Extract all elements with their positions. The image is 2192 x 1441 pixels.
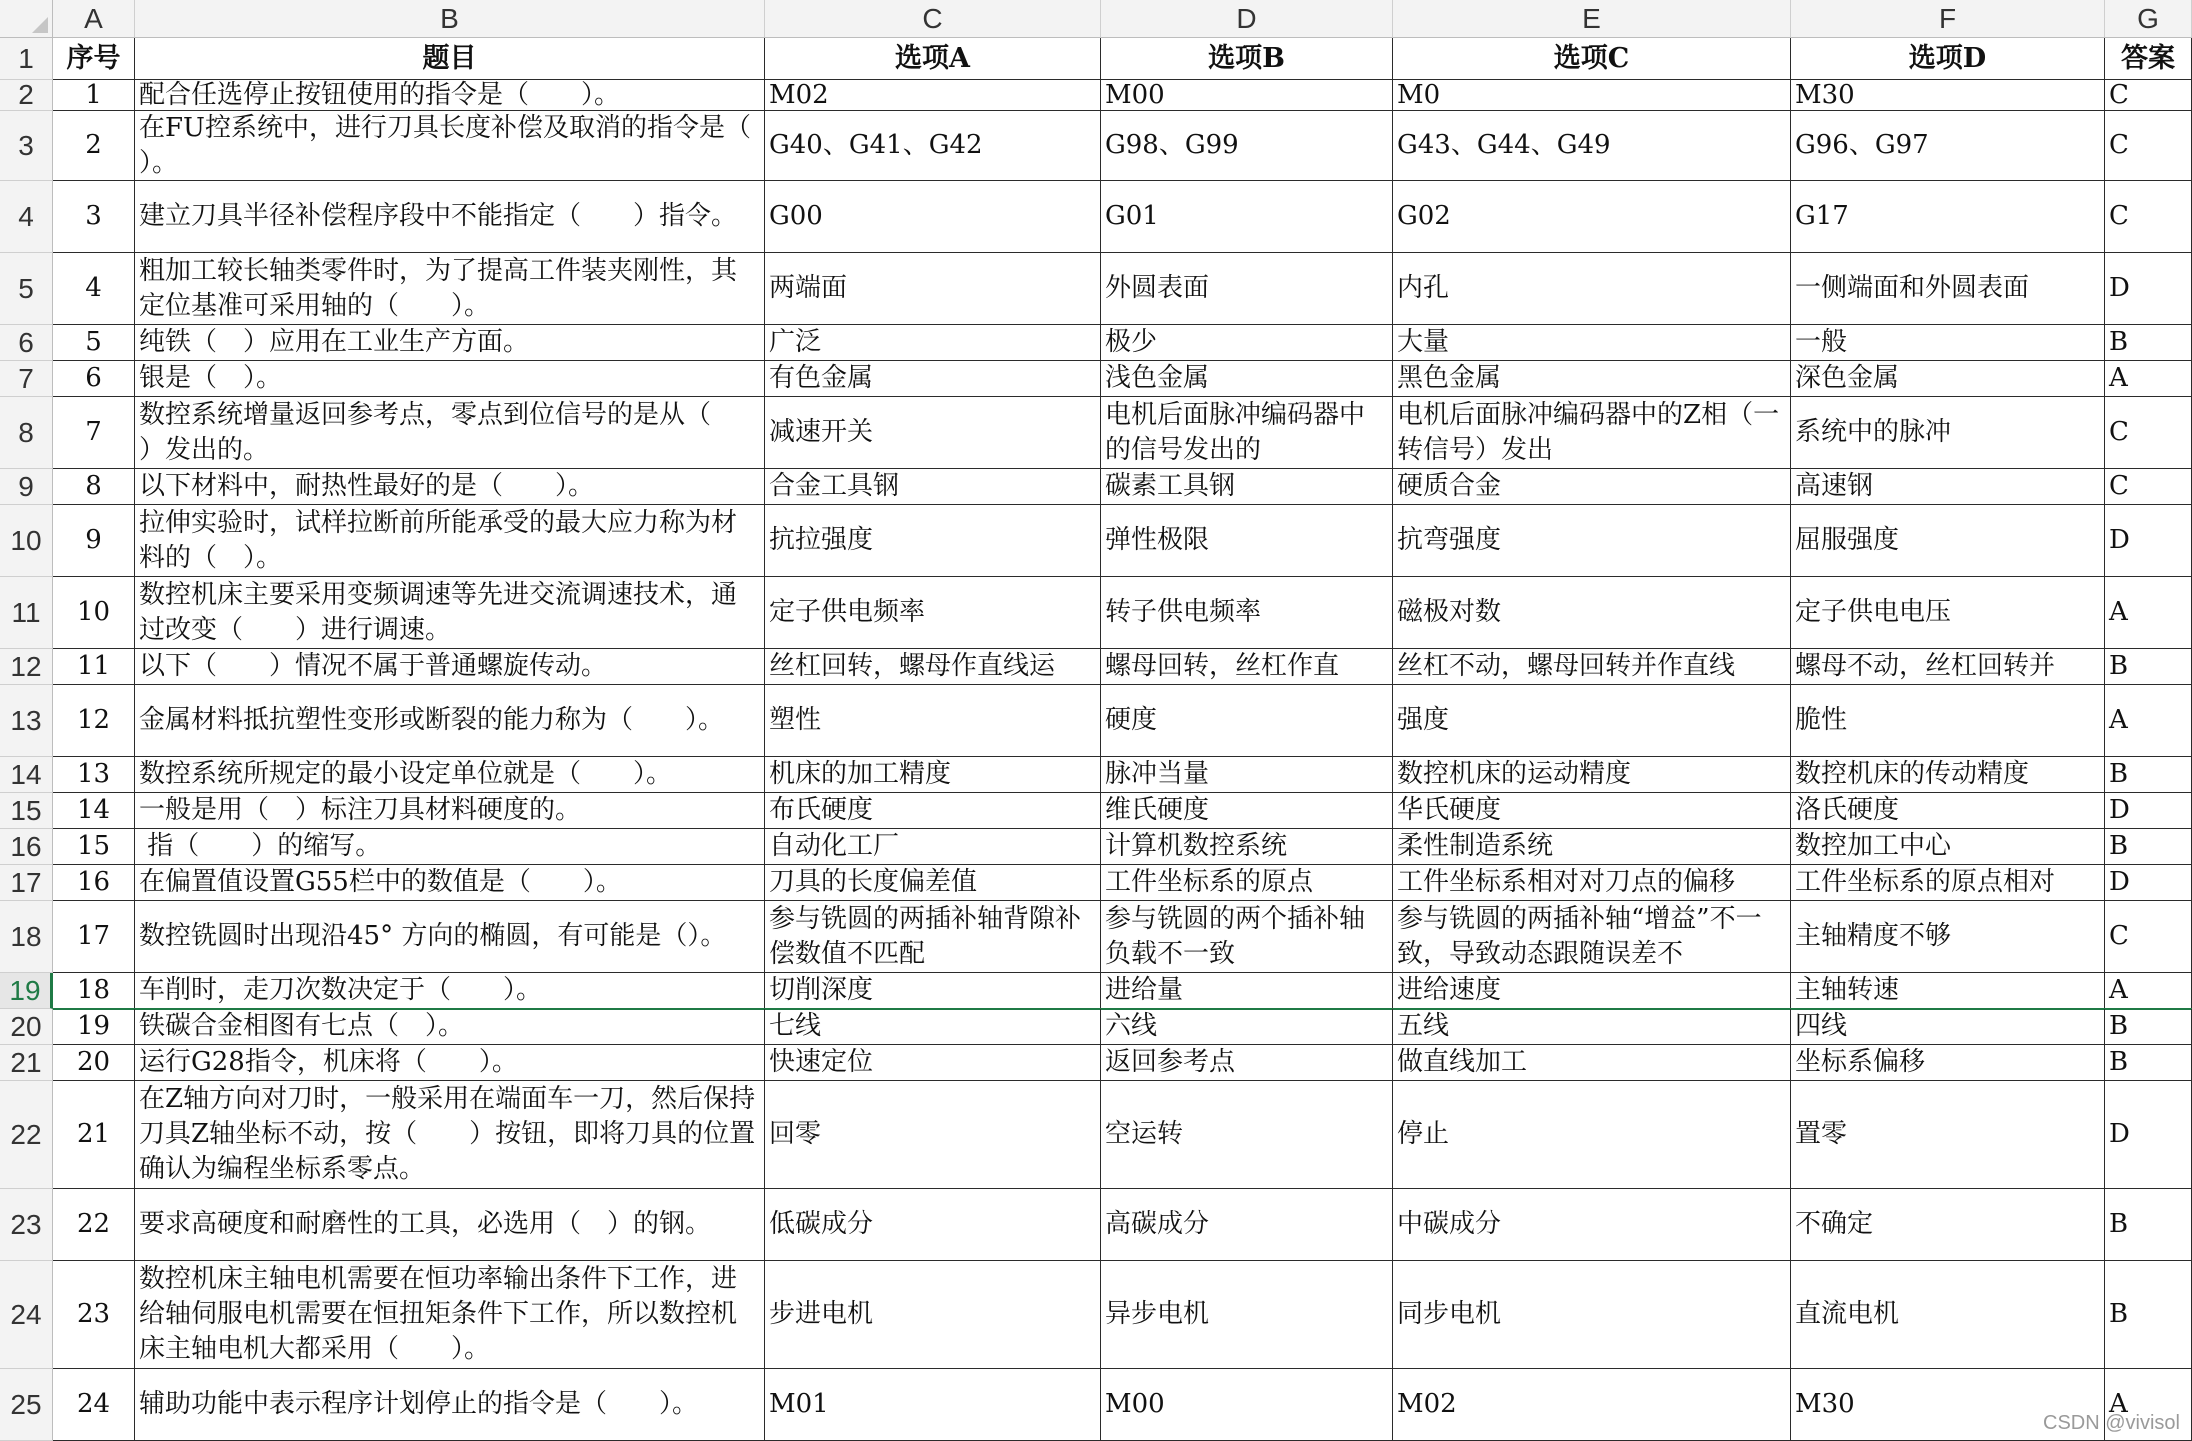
cell-F19[interactable]: 主轴转速	[1791, 973, 2105, 1009]
cell-D4[interactable]: G01	[1101, 181, 1393, 253]
cell-F2[interactable]: M30	[1791, 80, 2105, 111]
cell-E19[interactable]: 进给速度	[1393, 973, 1791, 1009]
cell-E24[interactable]: 同步电机	[1393, 1261, 1791, 1369]
cell-G14[interactable]: B	[2105, 757, 2192, 793]
cell-E3[interactable]: G43、G44、G49	[1393, 111, 1791, 181]
cell-B20[interactable]: 铁碳合金相图有七点（ ）。	[135, 1009, 765, 1045]
cell-E25[interactable]: M02	[1393, 1369, 1791, 1441]
cell-A21[interactable]: 20	[53, 1045, 135, 1081]
cell-B16[interactable]: 指（ ）的缩写。	[135, 829, 765, 865]
cell-F20[interactable]: 四线	[1791, 1009, 2105, 1045]
cell-F9[interactable]: 高速钢	[1791, 469, 2105, 505]
cell-C17[interactable]: 刀具的长度偏差值	[765, 865, 1101, 901]
cell-D21[interactable]: 返回参考点	[1101, 1045, 1393, 1081]
cell-A13[interactable]: 12	[53, 685, 135, 757]
cell-D2[interactable]: M00	[1101, 80, 1393, 111]
cell-B18[interactable]: 数控铣圆时出现沿45° 方向的椭圆，有可能是（）。	[135, 901, 765, 973]
cell-G25[interactable]: A	[2105, 1369, 2192, 1441]
cell-A18[interactable]: 17	[53, 901, 135, 973]
cell-B12[interactable]: 以下（ ）情况不属于普通螺旋传动。	[135, 649, 765, 685]
cell-A16[interactable]: 15	[53, 829, 135, 865]
cell-B15[interactable]: 一般是用（ ）标注刀具材料硬度的。	[135, 793, 765, 829]
select-all-corner[interactable]	[0, 0, 53, 38]
cell-F12[interactable]: 螺母不动，丝杠回转并	[1791, 649, 2105, 685]
row-header-22[interactable]: 22	[0, 1081, 53, 1189]
cell-B1[interactable]: 题目	[135, 38, 765, 80]
row-header-16[interactable]: 16	[0, 829, 53, 865]
cell-G18[interactable]: C	[2105, 901, 2192, 973]
cell-D16[interactable]: 计算机数控系统	[1101, 829, 1393, 865]
cell-E21[interactable]: 做直线加工	[1393, 1045, 1791, 1081]
row-header-3[interactable]: 3	[0, 111, 53, 181]
cell-B9[interactable]: 以下材料中，耐热性最好的是（ ）。	[135, 469, 765, 505]
row-header-14[interactable]: 14	[0, 757, 53, 793]
cell-G5[interactable]: D	[2105, 253, 2192, 325]
cell-B17[interactable]: 在偏置值设置G55栏中的数值是（ ）。	[135, 865, 765, 901]
row-header-1[interactable]: 1	[0, 38, 53, 80]
cell-C21[interactable]: 快速定位	[765, 1045, 1101, 1081]
cell-C13[interactable]: 塑性	[765, 685, 1101, 757]
cell-C15[interactable]: 布氏硬度	[765, 793, 1101, 829]
cell-C5[interactable]: 两端面	[765, 253, 1101, 325]
cell-B25[interactable]: 辅助功能中表示程序计划停止的指令是（ ）。	[135, 1369, 765, 1441]
row-header-10[interactable]: 10	[0, 505, 53, 577]
cell-D19[interactable]: 进给量	[1101, 973, 1393, 1009]
cell-E4[interactable]: G02	[1393, 181, 1791, 253]
cell-F21[interactable]: 坐标系偏移	[1791, 1045, 2105, 1081]
row-header-15[interactable]: 15	[0, 793, 53, 829]
row-header-25[interactable]: 25	[0, 1369, 53, 1441]
column-header-D[interactable]: D	[1101, 0, 1393, 38]
cell-D15[interactable]: 维氏硬度	[1101, 793, 1393, 829]
column-header-B[interactable]: B	[135, 0, 765, 38]
row-header-17[interactable]: 17	[0, 865, 53, 901]
cell-C1[interactable]: 选项A	[765, 38, 1101, 80]
cell-A24[interactable]: 23	[53, 1261, 135, 1369]
row-header-24[interactable]: 24	[0, 1261, 53, 1369]
cell-C16[interactable]: 自动化工厂	[765, 829, 1101, 865]
cell-F15[interactable]: 洛氏硬度	[1791, 793, 2105, 829]
select-all-triangle-icon	[32, 17, 48, 33]
row-header-20[interactable]: 20	[0, 1009, 53, 1045]
cell-A17[interactable]: 16	[53, 865, 135, 901]
cell-A10[interactable]: 9	[53, 505, 135, 577]
cell-C6[interactable]: 广泛	[765, 325, 1101, 361]
cell-G23[interactable]: B	[2105, 1189, 2192, 1261]
cell-E12[interactable]: 丝杠不动，螺母回转并作直线	[1393, 649, 1791, 685]
cell-B5[interactable]: 粗加工较长轴类零件时，为了提高工件装夹刚性，其定位基准可采用轴的（ ）。	[135, 253, 765, 325]
cell-E7[interactable]: 黑色金属	[1393, 361, 1791, 397]
cell-F11[interactable]: 定子供电电压	[1791, 577, 2105, 649]
cell-E6[interactable]: 大量	[1393, 325, 1791, 361]
cell-G12[interactable]: B	[2105, 649, 2192, 685]
cell-A5[interactable]: 4	[53, 253, 135, 325]
cell-C10[interactable]: 抗拉强度	[765, 505, 1101, 577]
row-header-9[interactable]: 9	[0, 469, 53, 505]
column-header-A[interactable]: A	[53, 0, 135, 38]
cell-A8[interactable]: 7	[53, 397, 135, 469]
cell-D8[interactable]: 电机后面脉冲编码器中的信号发出的	[1101, 397, 1393, 469]
cell-D18[interactable]: 参与铣圆的两个插补轴负载不一致	[1101, 901, 1393, 973]
cell-C19[interactable]: 切削深度	[765, 973, 1101, 1009]
cell-E14[interactable]: 数控机床的运动精度	[1393, 757, 1791, 793]
cell-B13[interactable]: 金属材料抵抗塑性变形或断裂的能力称为（ ）。	[135, 685, 765, 757]
cell-D9[interactable]: 碳素工具钢	[1101, 469, 1393, 505]
cell-A1[interactable]: 序号	[53, 38, 135, 80]
cell-E22[interactable]: 停止	[1393, 1081, 1791, 1189]
cell-E11[interactable]: 磁极对数	[1393, 577, 1791, 649]
column-header-G[interactable]: G	[2105, 0, 2192, 38]
cell-A25[interactable]: 24	[53, 1369, 135, 1441]
cell-B7[interactable]: 银是（ ）。	[135, 361, 765, 397]
cell-C11[interactable]: 定子供电频率	[765, 577, 1101, 649]
cell-E20[interactable]: 五线	[1393, 1009, 1791, 1045]
column-header-F[interactable]: F	[1791, 0, 2105, 38]
cell-B22[interactable]: 在Z轴方向对刀时，一般采用在端面车一刀，然后保持刀具Z轴坐标不动，按（ ）按钮，即将刀具的位置确认为编程坐标系零点。	[135, 1081, 765, 1189]
cell-A19[interactable]: 18	[53, 973, 135, 1009]
cell-E15[interactable]: 华氏硬度	[1393, 793, 1791, 829]
cell-G7[interactable]: A	[2105, 361, 2192, 397]
cell-B3[interactable]: 在FU控系统中，进行刀具长度补偿及取消的指令是（ ）。	[135, 111, 765, 181]
cell-G2[interactable]: C	[2105, 80, 2192, 111]
cell-A11[interactable]: 10	[53, 577, 135, 649]
cell-A12[interactable]: 11	[53, 649, 135, 685]
cell-D17[interactable]: 工件坐标系的原点	[1101, 865, 1393, 901]
row-header-13[interactable]: 13	[0, 685, 53, 757]
row-header-19[interactable]: 19	[0, 973, 53, 1009]
cell-F5[interactable]: 一侧端面和外圆表面	[1791, 253, 2105, 325]
cell-E23[interactable]: 中碳成分	[1393, 1189, 1791, 1261]
cell-C24[interactable]: 步进电机	[765, 1261, 1101, 1369]
column-header-C[interactable]: C	[765, 0, 1101, 38]
cell-D24[interactable]: 异步电机	[1101, 1261, 1393, 1369]
cell-G17[interactable]: D	[2105, 865, 2192, 901]
row-header-6[interactable]: 6	[0, 325, 53, 361]
cell-B11[interactable]: 数控机床主要采用变频调速等先进交流调速技术，通过改变（ ）进行调速。	[135, 577, 765, 649]
cell-C14[interactable]: 机床的加工精度	[765, 757, 1101, 793]
cell-F18[interactable]: 主轴精度不够	[1791, 901, 2105, 973]
cell-G8[interactable]: C	[2105, 397, 2192, 469]
column-header-E[interactable]: E	[1393, 0, 1791, 38]
watermark: CSDN @vivisol	[2043, 1412, 2180, 1434]
cell-B10[interactable]: 拉伸实验时，试样拉断前所能承受的最大应力称为材料的（ ）。	[135, 505, 765, 577]
cell-D7[interactable]: 浅色金属	[1101, 361, 1393, 397]
row-header-23[interactable]: 23	[0, 1189, 53, 1261]
cell-C12[interactable]: 丝杠回转，螺母作直线运	[765, 649, 1101, 685]
cell-G4[interactable]: C	[2105, 181, 2192, 253]
cell-E9[interactable]: 硬质合金	[1393, 469, 1791, 505]
cell-B21[interactable]: 运行G28指令，机床将（ ）。	[135, 1045, 765, 1081]
cell-C4[interactable]: G00	[765, 181, 1101, 253]
cell-F17[interactable]: 工件坐标系的原点相对	[1791, 865, 2105, 901]
cell-D10[interactable]: 弹性极限	[1101, 505, 1393, 577]
cell-G15[interactable]: D	[2105, 793, 2192, 829]
cell-B19[interactable]: 车削时，走刀次数决定于（ ）。	[135, 973, 765, 1009]
cell-G21[interactable]: B	[2105, 1045, 2192, 1081]
cell-G24[interactable]: B	[2105, 1261, 2192, 1369]
cell-F8[interactable]: 系统中的脉冲	[1791, 397, 2105, 469]
cell-F3[interactable]: G96、G97	[1791, 111, 2105, 181]
cell-D23[interactable]: 高碳成分	[1101, 1189, 1393, 1261]
cell-A22[interactable]: 21	[53, 1081, 135, 1189]
cell-F1[interactable]: 选项D	[1791, 38, 2105, 80]
cell-C22[interactable]: 回零	[765, 1081, 1101, 1189]
cell-D13[interactable]: 硬度	[1101, 685, 1393, 757]
row-header-11[interactable]: 11	[0, 577, 53, 649]
cell-C18[interactable]: 参与铣圆的两插补轴背隙补偿数值不匹配	[765, 901, 1101, 973]
cell-E1[interactable]: 选项C	[1393, 38, 1791, 80]
cell-A14[interactable]: 13	[53, 757, 135, 793]
row-header-8[interactable]: 8	[0, 397, 53, 469]
cell-F23[interactable]: 不确定	[1791, 1189, 2105, 1261]
cell-B2[interactable]: 配合任选停止按钮使用的指令是（ ）。	[135, 80, 765, 111]
cell-G9[interactable]: C	[2105, 469, 2192, 505]
cell-G10[interactable]: D	[2105, 505, 2192, 577]
cell-G16[interactable]: B	[2105, 829, 2192, 865]
cell-D22[interactable]: 空运转	[1101, 1081, 1393, 1189]
cell-B14[interactable]: 数控系统所规定的最小设定单位就是（ ）。	[135, 757, 765, 793]
row-header-4[interactable]: 4	[0, 181, 53, 253]
cell-D3[interactable]: G98、G99	[1101, 111, 1393, 181]
cell-B4[interactable]: 建立刀具半径补偿程序段中不能指定（ ）指令。	[135, 181, 765, 253]
cell-C20[interactable]: 七线	[765, 1009, 1101, 1045]
cell-E8[interactable]: 电机后面脉冲编码器中的Z相（一转信号）发出	[1393, 397, 1791, 469]
cell-A7[interactable]: 6	[53, 361, 135, 397]
cell-G1[interactable]: 答案	[2105, 38, 2192, 80]
cell-G3[interactable]: C	[2105, 111, 2192, 181]
row-header-12[interactable]: 12	[0, 649, 53, 685]
cell-C2[interactable]: M02	[765, 80, 1101, 111]
cell-C7[interactable]: 有色金属	[765, 361, 1101, 397]
cell-C23[interactable]: 低碳成分	[765, 1189, 1101, 1261]
row-header-2[interactable]: 2	[0, 80, 53, 111]
cell-F22[interactable]: 置零	[1791, 1081, 2105, 1189]
cell-E13[interactable]: 强度	[1393, 685, 1791, 757]
cell-F7[interactable]: 深色金属	[1791, 361, 2105, 397]
cell-F24[interactable]: 直流电机	[1791, 1261, 2105, 1369]
cell-B6[interactable]: 纯铁（ ）应用在工业生产方面。	[135, 325, 765, 361]
cell-A4[interactable]: 3	[53, 181, 135, 253]
cell-D12[interactable]: 螺母回转，丝杠作直	[1101, 649, 1393, 685]
cell-A20[interactable]: 19	[53, 1009, 135, 1045]
cell-G11[interactable]: A	[2105, 577, 2192, 649]
cell-C3[interactable]: G40、G41、G42	[765, 111, 1101, 181]
row-header-7[interactable]: 7	[0, 361, 53, 397]
cell-A6[interactable]: 5	[53, 325, 135, 361]
cell-B8[interactable]: 数控系统增量返回参考点，零点到位信号的是从（ ）发出的。	[135, 397, 765, 469]
cell-F25[interactable]: M30	[1791, 1369, 2105, 1441]
cell-D5[interactable]: 外圆表面	[1101, 253, 1393, 325]
cell-E18[interactable]: 参与铣圆的两插补轴“增益”不一致，导致动态跟随误差不	[1393, 901, 1791, 973]
cell-F14[interactable]: 数控机床的传动精度	[1791, 757, 2105, 793]
cell-D20[interactable]: 六线	[1101, 1009, 1393, 1045]
cell-G13[interactable]: A	[2105, 685, 2192, 757]
cell-D1[interactable]: 选项B	[1101, 38, 1393, 80]
row-header-18[interactable]: 18	[0, 901, 53, 973]
cell-D25[interactable]: M00	[1101, 1369, 1393, 1441]
cell-G20[interactable]: B	[2105, 1009, 2192, 1045]
cell-A9[interactable]: 8	[53, 469, 135, 505]
cell-E17[interactable]: 工件坐标系相对对刀点的偏移	[1393, 865, 1791, 901]
cell-F4[interactable]: G17	[1791, 181, 2105, 253]
cell-G19[interactable]: A	[2105, 973, 2192, 1009]
cell-D14[interactable]: 脉冲当量	[1101, 757, 1393, 793]
cell-G22[interactable]: D	[2105, 1081, 2192, 1189]
cell-F10[interactable]: 屈服强度	[1791, 505, 2105, 577]
cell-B24[interactable]: 数控机床主轴电机需要在恒功率输出条件下工作，进给轴伺服电机需要在恒扭矩条件下工作，所以数控机床主轴电机大都采用（ ）。	[135, 1261, 765, 1369]
cell-E16[interactable]: 柔性制造系统	[1393, 829, 1791, 865]
cell-D6[interactable]: 极少	[1101, 325, 1393, 361]
cell-E2[interactable]: M0	[1393, 80, 1791, 111]
row-header-21[interactable]: 21	[0, 1045, 53, 1081]
cell-C8[interactable]: 减速开关	[765, 397, 1101, 469]
cell-E5[interactable]: 内孔	[1393, 253, 1791, 325]
cell-F16[interactable]: 数控加工中心	[1791, 829, 2105, 865]
cell-C25[interactable]: M01	[765, 1369, 1101, 1441]
cell-F6[interactable]: 一般	[1791, 325, 2105, 361]
cell-A2[interactable]: 1	[53, 80, 135, 111]
cell-F13[interactable]: 脆性	[1791, 685, 2105, 757]
cell-A23[interactable]: 22	[53, 1189, 135, 1261]
row-header-5[interactable]: 5	[0, 253, 53, 325]
cell-B23[interactable]: 要求高硬度和耐磨性的工具，必选用（ ）的钢。	[135, 1189, 765, 1261]
cell-G6[interactable]: B	[2105, 325, 2192, 361]
cell-E10[interactable]: 抗弯强度	[1393, 505, 1791, 577]
cell-C9[interactable]: 合金工具钢	[765, 469, 1101, 505]
cell-D11[interactable]: 转子供电频率	[1101, 577, 1393, 649]
cell-A15[interactable]: 14	[53, 793, 135, 829]
cell-A3[interactable]: 2	[53, 111, 135, 181]
